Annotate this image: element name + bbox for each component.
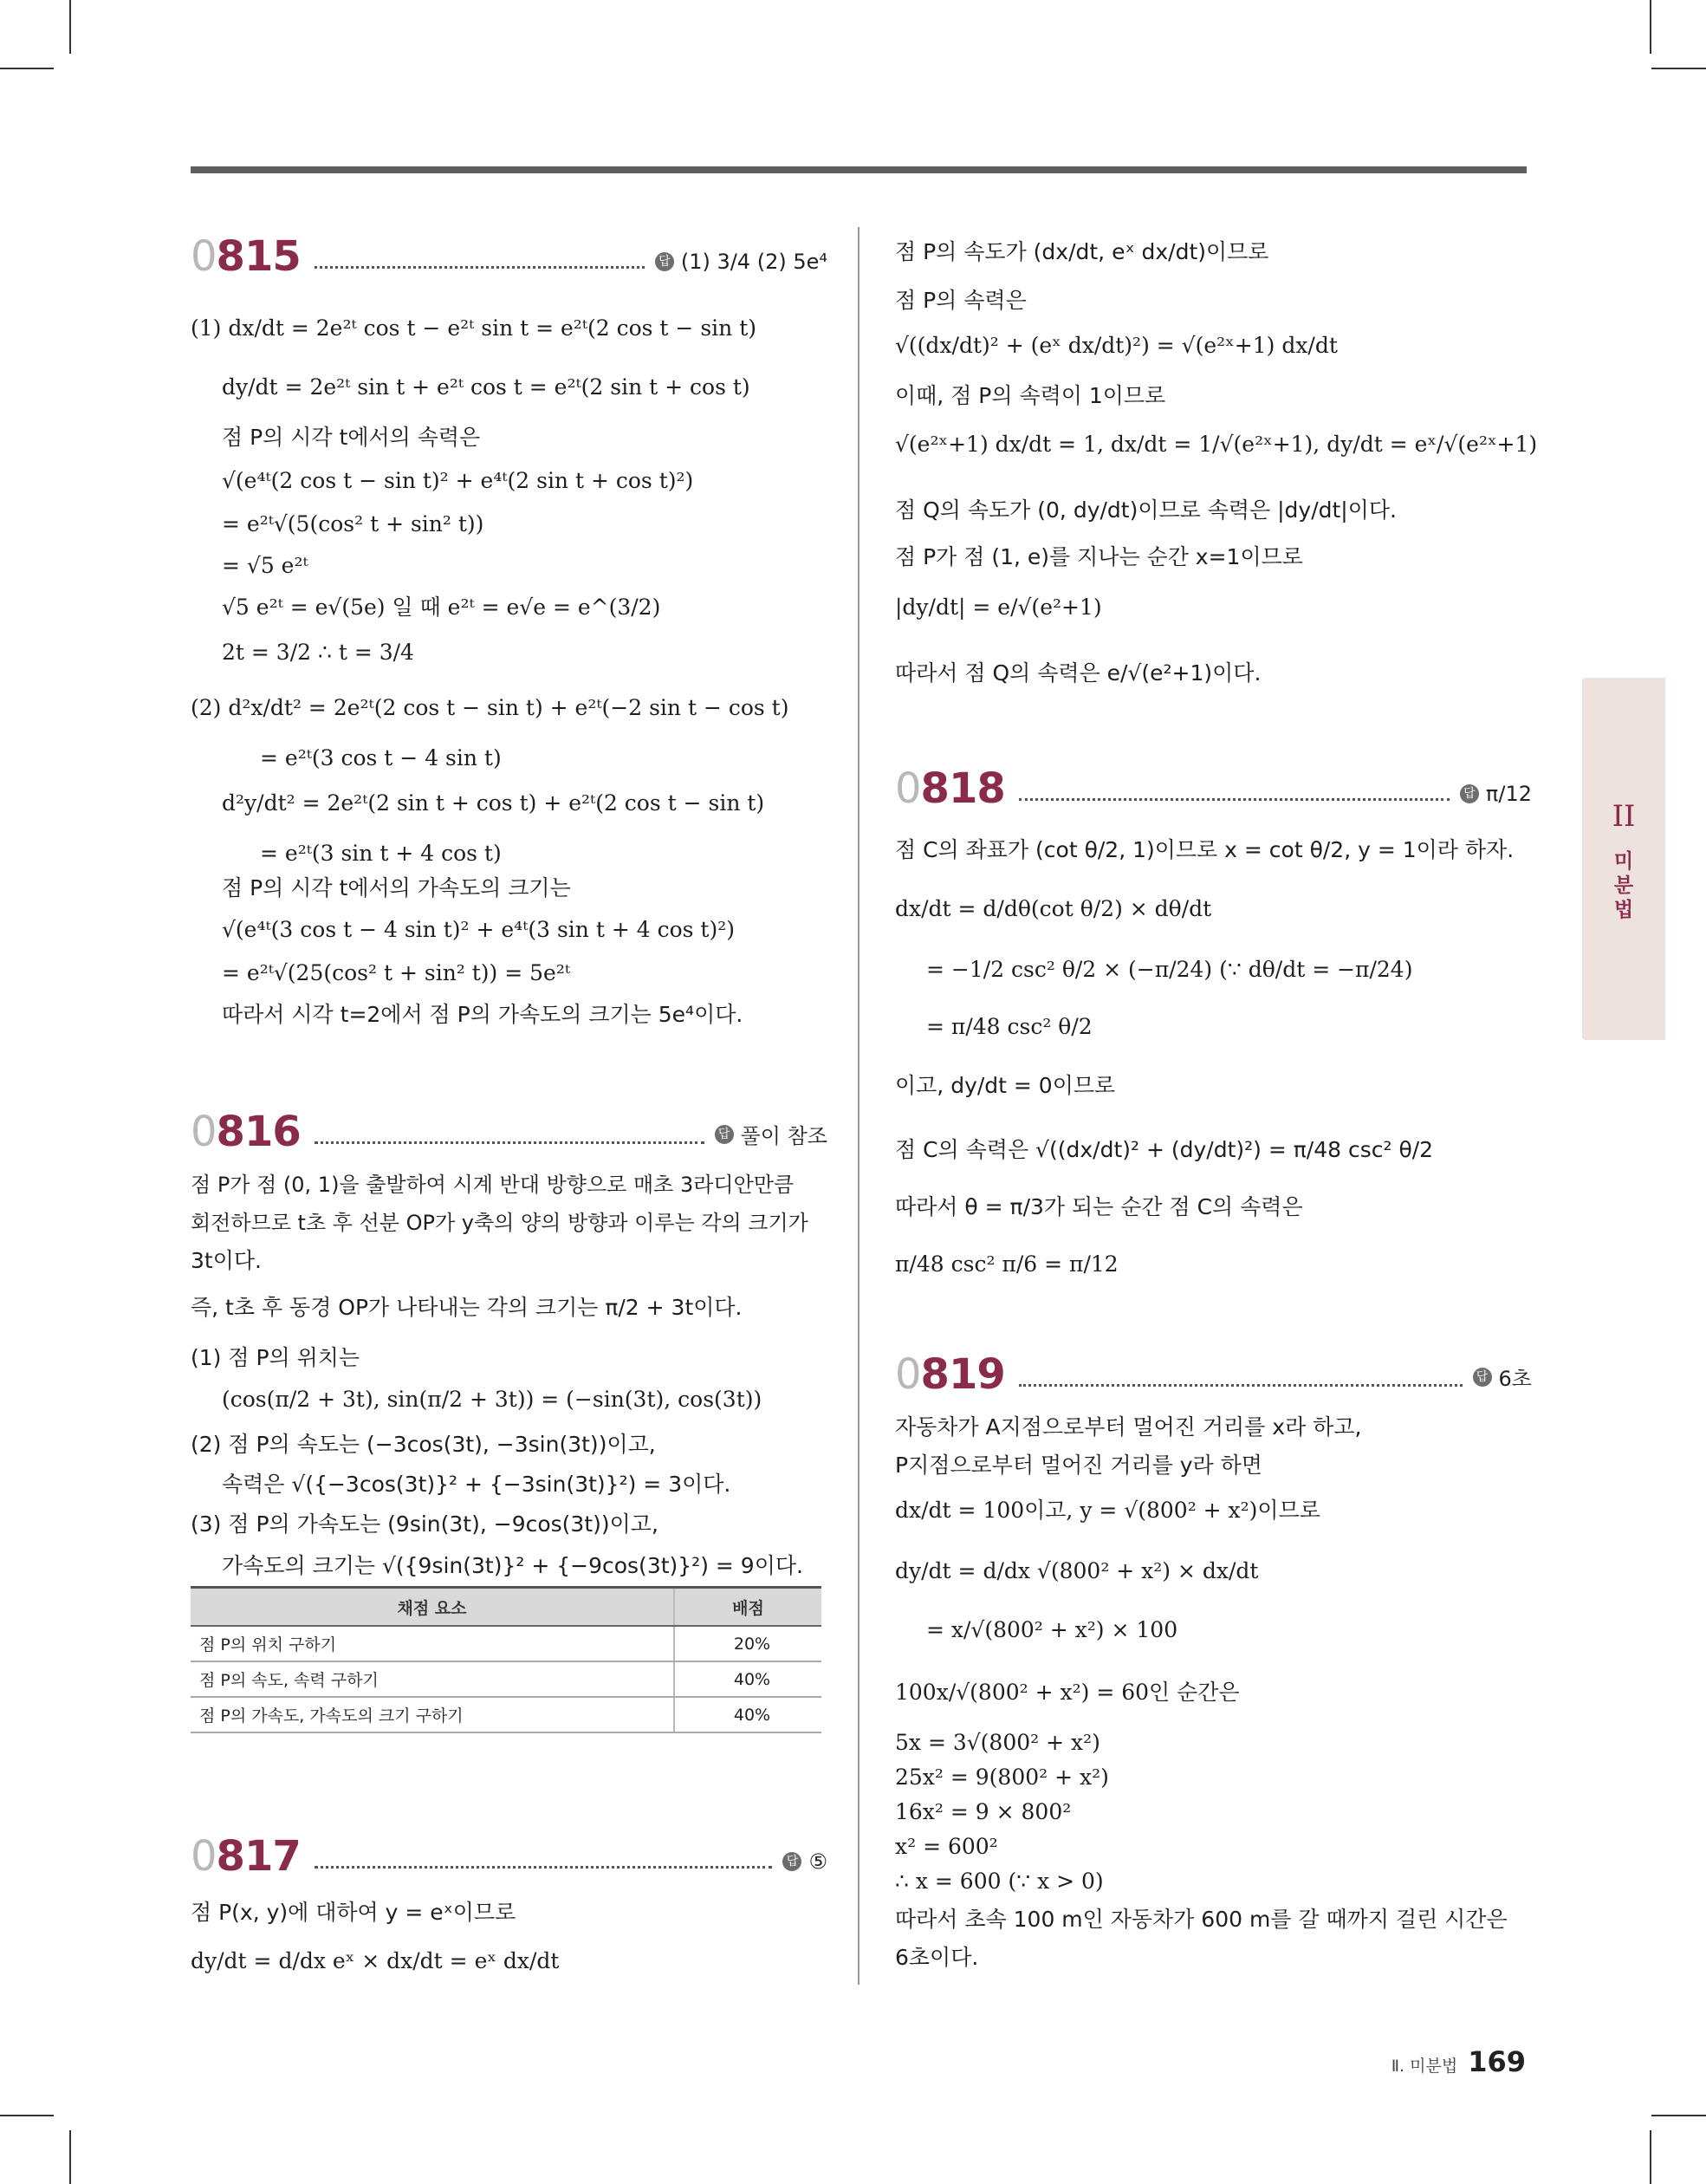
solution-line: 16x² = 9 × 800² [895, 1799, 1072, 1824]
table-cell: 40% [674, 1661, 821, 1697]
solution-line: dy/dt = 2e²ᵗ sin t + e²ᵗ cos t = e²ᵗ(2 sin t + cos t) [222, 374, 750, 400]
problem-number: 0818 [895, 764, 1005, 813]
answer [1460, 782, 1532, 806]
solution-line: √(e⁴ᵗ(2 cos t − sin t)² + e⁴ᵗ(2 sin t + cos t)²) [222, 468, 694, 493]
table-cell: 점 P의 가속도, 가속도의 크기 구하기 [191, 1697, 674, 1732]
chapter-title-vertical [1582, 849, 1665, 922]
solution-line: √5 e²ᵗ = e√(5e) 일 때 e²ᵗ = e√e = e^(3/2) [222, 595, 661, 620]
problem-header-0819 [895, 1343, 1532, 1399]
answer [715, 1119, 827, 1149]
solution-line: (1) 점 P의 위치는 [191, 1345, 360, 1370]
page-footer [1391, 2045, 1526, 2078]
table-header-row [191, 1588, 821, 1627]
problem-header-0817 [191, 1825, 827, 1881]
crop-mark [69, 2130, 71, 2184]
solution-line: 점 C의 속력은 √((dx/dt)² + (dy/dt)²) = π/48 csc² θ/2 [895, 1137, 1434, 1162]
solution-line: √(e²ˣ+1) dx/dt = 1, dx/dt = 1/√(e²ˣ+1), dy/dt = eˣ/√(e²ˣ+1) [895, 432, 1538, 457]
crop-mark [0, 68, 54, 69]
solution-line: = −1/2 csc² θ/2 × (−π/24) (∵ dθ/dt = −π/24) [926, 957, 1413, 982]
solution-line: 2t = 3/2 ∴ t = 3/4 [222, 640, 414, 665]
solution-line: dy/dt = d/dx √(800² + x²) × dx/dt [895, 1558, 1259, 1583]
solution-line: x² = 600² [895, 1834, 998, 1859]
answer-icon: 답 [655, 252, 674, 271]
solution-line: 따라서 θ = π/3가 되는 순간 점 C의 속력은 [895, 1194, 1303, 1219]
problem-number: 0817 [191, 1832, 301, 1881]
solution-line: = e²ᵗ√(25(cos² t + sin² t)) = 5e²ᵗ [222, 960, 571, 985]
solution-line: 점 Q의 속도가 (0, dy/dt)이므로 속력은 |dy/dt|이다. [895, 497, 1397, 523]
header-rule [191, 166, 1527, 173]
problem-number: 0815 [191, 232, 301, 281]
solution-line: 따라서 초속 100 m인 자동차가 600 m를 갈 때까지 걸린 시간은 [895, 1907, 1508, 1932]
crop-mark [0, 2115, 54, 2116]
solution-line: 100x/√(800² + x²) = 60인 순간은 [895, 1680, 1240, 1705]
solution-line: 이고, dy/dt = 0이므로 [895, 1073, 1116, 1098]
problem-header-0816 [191, 1101, 827, 1156]
chapter-numeral: II [1612, 799, 1636, 834]
solution-line: 3t이다. [191, 1248, 262, 1273]
table-cell: 점 P의 위치 구하기 [191, 1626, 674, 1661]
problem-header-0818 [895, 757, 1532, 813]
table-cell: 점 P의 속도, 속력 구하기 [191, 1661, 674, 1697]
solution-line: (2) d²x/dt² = 2e²ᵗ(2 cos t − sin t) + e²ᵗ(−2 sin t − cos t) [191, 695, 789, 720]
answer-text: ⑤ [808, 1849, 827, 1874]
solution-line: |dy/dt| = e/√(e²+1) [895, 595, 1102, 620]
solution-line: 회전하므로 t초 후 선분 OP가 y축의 양의 방향과 이루는 각의 크기가 [191, 1211, 808, 1235]
page-number: 169 [1468, 2045, 1526, 2078]
solution-line: = √5 e²ᵗ [222, 553, 308, 578]
chapter-side-tab [1582, 678, 1665, 1040]
answer-icon: 답 [1473, 1368, 1492, 1387]
crop-mark [1650, 2130, 1651, 2184]
crop-mark [1651, 2115, 1706, 2116]
leader-dots [1019, 1384, 1463, 1387]
solution-line: π/48 csc² π/6 = π/12 [895, 1251, 1119, 1277]
solution-line: (cos(π/2 + 3t), sin(π/2 + 3t)) = (−sin(3t), cos(3t)) [222, 1387, 762, 1412]
table-row [191, 1661, 821, 1697]
solution-line: dy/dt = d/dx eˣ × dx/dt = eˣ dx/dt [191, 1948, 560, 1973]
answer-text: 6초 [1498, 1367, 1532, 1391]
answer-icon: 답 [1460, 784, 1479, 803]
solution-line: = e²ᵗ√(5(cos² t + sin² t)) [222, 511, 484, 536]
column-divider [858, 227, 859, 1985]
leader-dots [315, 266, 645, 269]
table-cell: 40% [674, 1697, 821, 1732]
answer-icon: 답 [782, 1852, 801, 1871]
crop-mark [1651, 68, 1706, 69]
solution-line: dx/dt = d/dθ(cot θ/2) × dθ/dt [895, 896, 1212, 921]
leader-dots [315, 1141, 704, 1144]
solution-line: 자동차가 A지점으로부터 멀어진 거리를 x라 하고, [895, 1414, 1362, 1440]
solution-line: 점 C의 좌표가 (cot θ/2, 1)이므로 x = cot θ/2, y = 1이라 하자. [895, 837, 1515, 862]
solution-line: dx/dt = 100이고, y = √(800² + x²)이므로 [895, 1498, 1320, 1523]
scoring-table [191, 1586, 821, 1733]
solution-line: (1) dx/dt = 2e²ᵗ cos t − e²ᵗ sin t = e²ᵗ(2 cos t − sin t) [191, 315, 756, 341]
answer [782, 1849, 827, 1874]
solution-line: 점 P가 점 (1, e)를 지나는 순간 x=1이므로 [895, 544, 1303, 569]
solution-line: 속력은 √({−3cos(3t)}² + {−3sin(3t)}²) = 3이다. [222, 1472, 731, 1497]
solution-line: √((dx/dt)² + (eˣ dx/dt)²) = √(e²ˣ+1) dx/dt [895, 333, 1338, 358]
answer-icon: 답 [715, 1125, 734, 1144]
problem-header-0815 [191, 225, 827, 281]
solution-line: 따라서 시각 t=2에서 점 P의 가속도의 크기는 5e⁴이다. [222, 1002, 743, 1027]
answer-text: (1) 3/4 (2) 5e⁴ [680, 250, 827, 274]
solution-line: 점 P의 시각 t에서의 속력은 [222, 425, 481, 450]
table-cell: 20% [674, 1626, 821, 1661]
solution-line: = π/48 csc² θ/2 [926, 1014, 1093, 1039]
solution-line: 점 P의 시각 t에서의 가속도의 크기는 [222, 875, 571, 900]
chapter-label: Ⅱ. 미분법 [1391, 2057, 1458, 2076]
table-row [191, 1697, 821, 1732]
solution-line: 25x² = 9(800² + x²) [895, 1765, 1109, 1790]
table-header: 채점 요소 [191, 1588, 674, 1627]
table-row [191, 1626, 821, 1661]
solution-line: = x/√(800² + x²) × 100 [926, 1617, 1178, 1642]
answer [1473, 1362, 1532, 1392]
leader-dots [1019, 798, 1450, 801]
solution-line: d²y/dt² = 2e²ᵗ(2 sin t + cos t) + e²ᵗ(2 cos t − sin t) [222, 790, 765, 816]
solution-line: 즉, t초 후 동경 OP가 나타내는 각의 크기는 π/2 + 3t이다. [191, 1295, 743, 1320]
solution-line: = e²ᵗ(3 sin t + 4 cos t) [260, 841, 502, 866]
answer-text: π/12 [1485, 782, 1532, 806]
solution-line: 6초이다. [895, 1945, 979, 1970]
answer [655, 250, 827, 274]
table-header: 배점 [674, 1588, 821, 1627]
leader-dots [315, 1866, 773, 1869]
chapter-title-char: 법 [1613, 899, 1634, 921]
solution-line: 따라서 점 Q의 속력은 e/√(e²+1)이다. [895, 660, 1262, 686]
crop-mark [69, 0, 71, 54]
chapter-title-char: 분 [1613, 874, 1634, 897]
solution-line: (2) 점 P의 속도는 (−3cos(3t), −3sin(3t))이고, [191, 1432, 656, 1457]
solution-line: ∴ x = 600 (∵ x > 0) [895, 1869, 1104, 1894]
solution-line: (3) 점 P의 가속도는 (9sin(3t), −9cos(3t))이고, [191, 1511, 658, 1537]
problem-number: 0819 [895, 1350, 1005, 1399]
chapter-title-char: 미 [1613, 850, 1634, 873]
solution-line: √(e⁴ᵗ(3 cos t − 4 sin t)² + e⁴ᵗ(3 sin t + 4 cos t)²) [222, 917, 735, 942]
solution-line: 점 P의 속력은 [895, 288, 1027, 313]
solution-line: 점 P의 속도가 (dx/dt, eˣ dx/dt)이므로 [895, 239, 1269, 264]
solution-line: 점 P가 점 (0, 1)을 출발하여 시계 반대 방향으로 매초 3라디안만큼 [191, 1173, 795, 1197]
crop-mark [1650, 0, 1651, 54]
answer-text: 풀이 참조 [740, 1124, 827, 1148]
solution-line: = e²ᵗ(3 cos t − 4 sin t) [260, 745, 502, 770]
solution-line: 가속도의 크기는 √({9sin(3t)}² + {−9cos(3t)}²) = 9이다. [222, 1553, 803, 1578]
solution-line: 5x = 3√(800² + x²) [895, 1730, 1100, 1755]
solution-line: 점 P(x, y)에 대하여 y = eˣ이므로 [191, 1900, 516, 1925]
problem-number: 0816 [191, 1108, 301, 1156]
solution-line: P지점으로부터 멀어진 거리를 y라 하면 [895, 1453, 1262, 1478]
solution-line: 이때, 점 P의 속력이 1이므로 [895, 383, 1166, 408]
